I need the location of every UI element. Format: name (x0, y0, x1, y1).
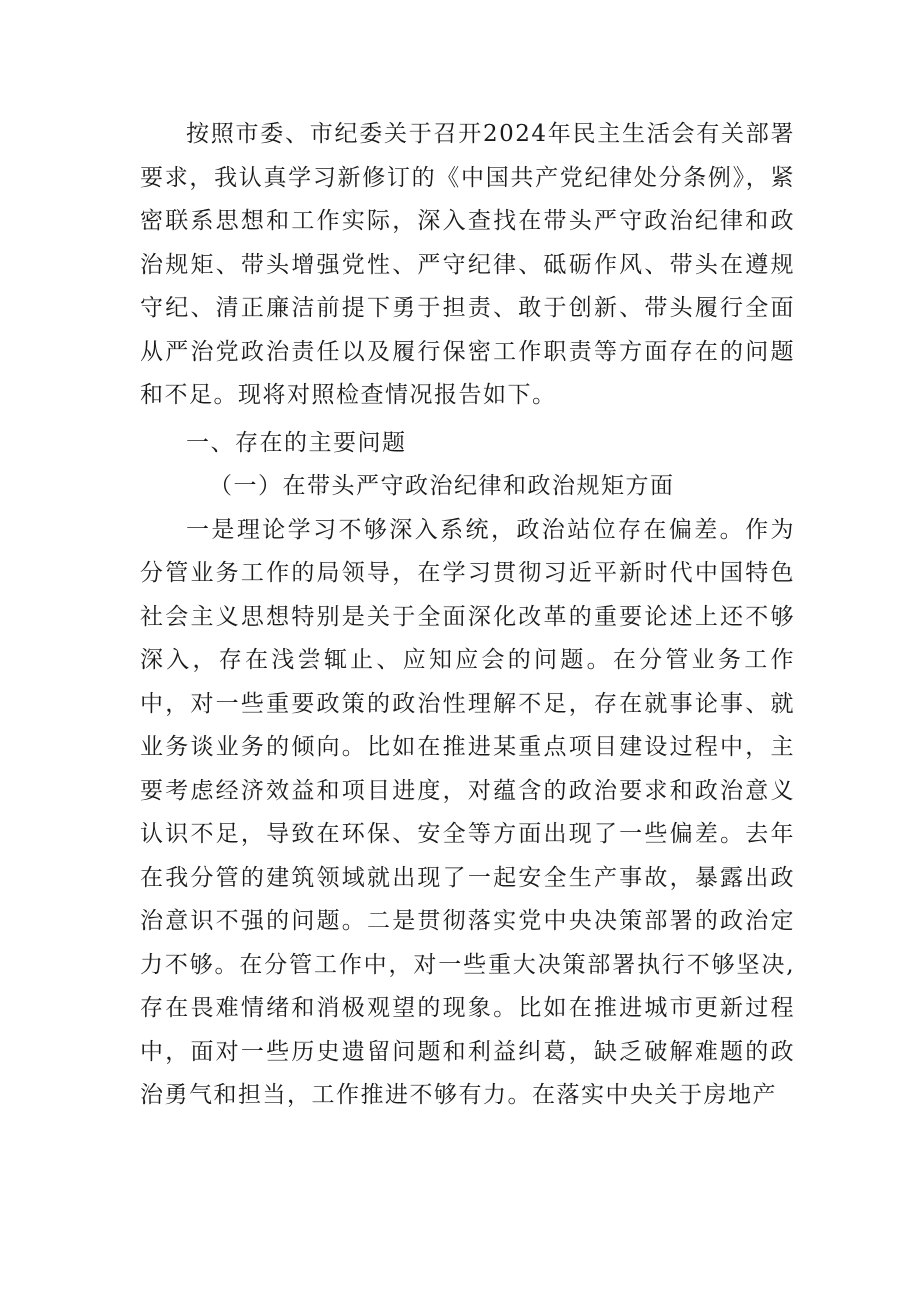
section-heading: 一、存在的主要问题 (186, 429, 407, 456)
subsection-heading: （一）在带头严守政治纪律和政治规矩方面 (209, 473, 675, 499)
document-body (140, 113, 795, 1118)
intro-paragraph: 按照市委、市纪委关于召开2024年民主生活会有关部署要求，我认真学习新修订的《中国共产党纪律处分条例》，紧密联系思想和工作实际，深入查找在带头严守政治纪律和政治规矩、带头增强党性、严守纪律、砥砺作风、带头在遵规守纪、清正廉洁前提下勇于担责、敢于创新、带头履行全面从严治党政治责任以及履行保密工作职责等方面存在的问题和不足。现将对照检查情况报告如下。 (140, 121, 795, 408)
body-paragraph: 一是理论学习不够深入系统，政治站位存在偏差。作为分管业务工作的局领导，在学习贯彻习近平新时代中国特色社会主义思想特别是关于全面深化改革的重要论述上还不够深入，存在浅尝辄止、应知应会的问题。在分管业务工作中，对一些重要政策的政治性理解不足，存在就事论事、就业务谈业务的倾向。比如在推进某重点项目建设过程中，主要考虑经济效益和项目进度，对蕴含的政治要求和政治意义认识不足，导致在环保、安全等方面出现了一些偏差。去年在我分管的建筑领域就出现了一起安全生产事故，暴露出政治意识不强的问题。二是贯彻落实党中央决策部署的政治定力不够。在分管工作中，对一些重大决策部署执行不够坚决,存在畏难情绪和消极观望的现象。比如在推进城市更新过程中，面对一些历史遗留问题和利益纠葛，缺乏破解难题的政治勇气和担当，工作推进不够有力。在落实中央关于房地产 (140, 516, 795, 1108)
